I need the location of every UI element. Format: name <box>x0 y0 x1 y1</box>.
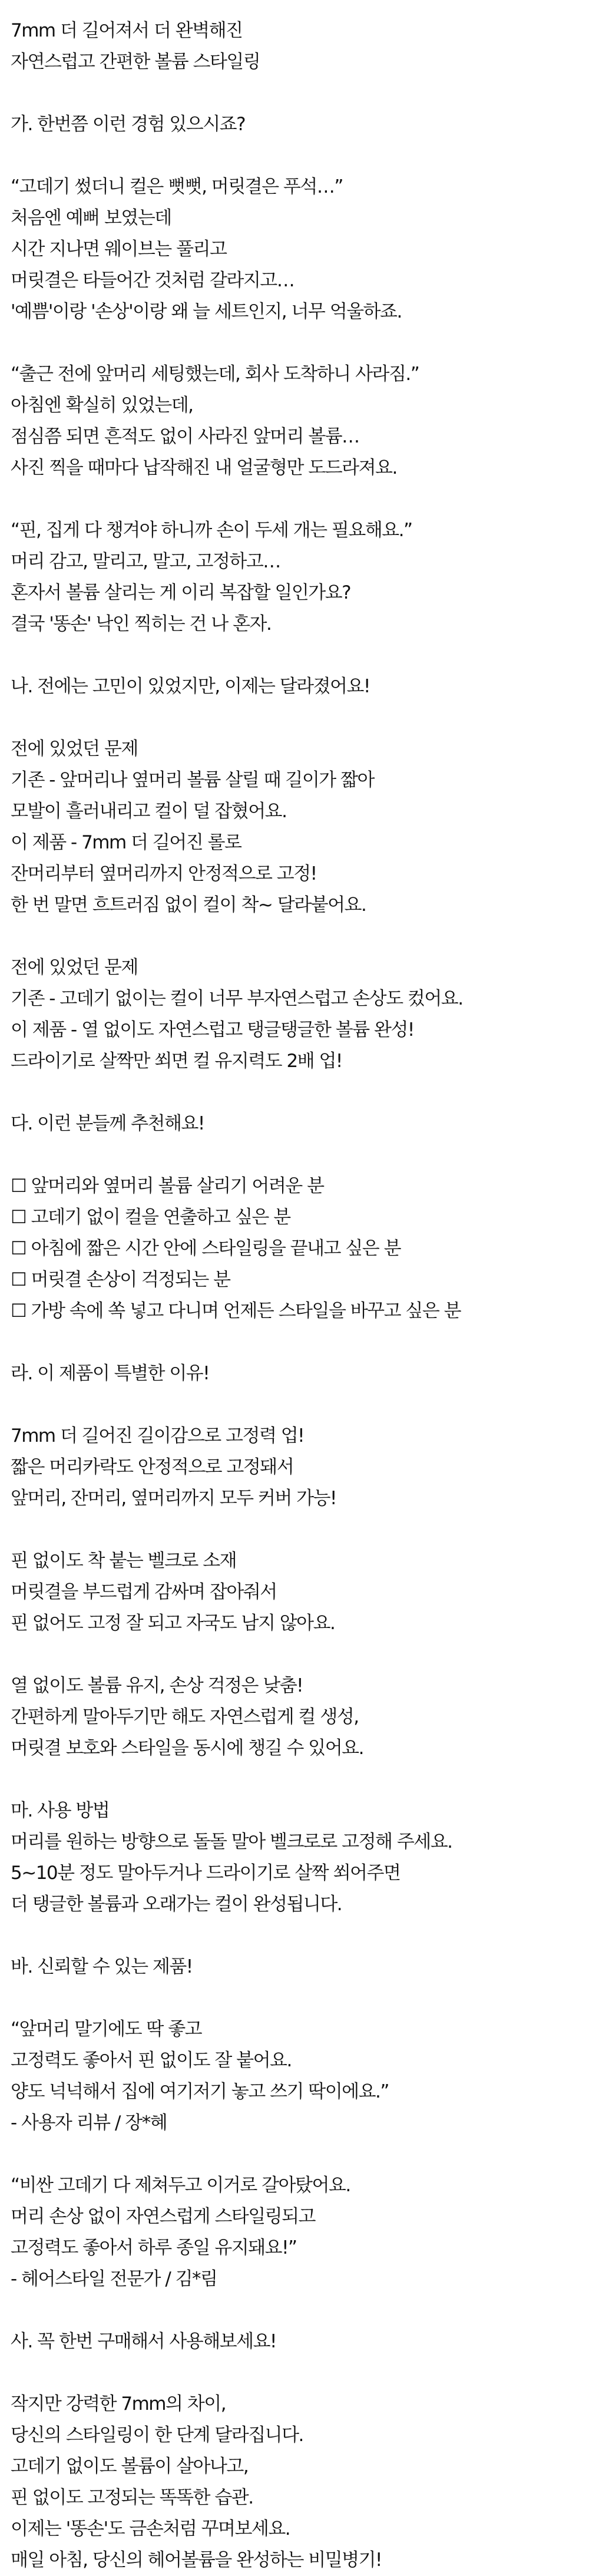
text-line: 앞머리, 잔머리, 옆머리까지 모두 커버 가능! <box>11 1488 336 1509</box>
text-line: 짧은 머리카락도 안정적으로 고정돼서 <box>11 1457 294 1478</box>
text-line: 고데기 없이도 볼륨이 살아나고, <box>11 2456 249 2477</box>
text-line: 핀 없이도 착 붙는 벨크로 소재 <box>11 1550 237 1571</box>
text-line: 7mm 더 길어진 길이감으로 고정력 업! <box>11 1425 305 1446</box>
text-line: 시간 지나면 웨이브는 풀리고 <box>11 239 227 260</box>
text-line: '예쁨'이랑 '손상'이랑 왜 늘 세트인지, 너무 억울하죠. <box>11 301 402 322</box>
text-line: 핀 없어도 고정 잘 되고 자국도 남지 않아요. <box>11 1613 335 1634</box>
blank-line <box>11 921 589 952</box>
text-line: 간편하게 말아두기만 해도 자연스럽게 컬 생성, <box>11 1706 359 1728</box>
text-line: 머릿결을 부드럽게 감싸며 잡아줘서 <box>11 1581 277 1603</box>
text-line: 머릿결 보호와 스타일을 동시에 챙길 수 있어요. <box>11 1738 363 1759</box>
text-line: 기존 - 앞머리나 옆머리 볼륨 살릴 때 길이가 짧아 <box>11 770 374 791</box>
text-line: - 사용자 리뷰 / 장*혜 <box>11 2112 167 2134</box>
text-line: 7mm 더 길어져서 더 완벽해진 <box>11 20 243 41</box>
text-line: 점심쯤 되면 흔적도 없이 사라진 앞머리 볼륨… <box>11 426 359 447</box>
blank-line <box>11 2295 589 2326</box>
text-line: ☐ 가방 속에 쏙 넣고 다니며 언제든 스타일을 바꾸고 싶은 분 <box>11 1300 461 1322</box>
blank-line <box>11 1764 589 1795</box>
text-line: “앞머리 말기에도 딱 좋고 <box>11 2019 202 2040</box>
text-line: 이 제품 - 7mm 더 길어진 롤로 <box>11 832 241 853</box>
text-line: 매일 아침, 당신의 헤어볼륨을 완성하는 비밀병기! <box>11 2549 382 2571</box>
text-line: 사. 꼭 한번 구매해서 사용해보세요! <box>11 2331 276 2352</box>
text-line: 드라이기로 살짝만 쐬면 컬 유지력도 2배 업! <box>11 1051 342 1072</box>
blank-line <box>11 640 589 671</box>
text-line: 나. 전에는 고민이 있었지만, 이제는 달라졌어요! <box>11 676 370 697</box>
blank-line <box>11 1639 589 1670</box>
blank-line <box>11 1077 589 1108</box>
text-line: “핀, 집게 다 챙겨야 하니까 손이 두세 개는 필요해요.” <box>11 520 412 541</box>
text-line: ☐ 고데기 없이 컬을 연출하고 싶은 분 <box>11 1207 290 1228</box>
text-line: 모발이 흘러내리고 컬이 덜 잡혔어요. <box>11 801 287 822</box>
text-line: 아침엔 확실히 있었는데, <box>11 395 193 416</box>
text-line: 머리 손상 없이 자연스럽게 스타일링되고 <box>11 2206 315 2227</box>
text-line: 머리를 원하는 방향으로 돌돌 말아 벨크로로 고정해 주세요. <box>11 1831 452 1852</box>
blank-line <box>11 1327 589 1358</box>
text-line: 머리 감고, 말리고, 말고, 고정하고… <box>11 551 280 572</box>
blank-line <box>11 1389 589 1421</box>
blank-line <box>11 2357 589 2389</box>
blank-line <box>11 78 589 109</box>
blank-line <box>11 702 589 734</box>
text-line: 바. 신뢰할 수 있는 제품! <box>11 1956 193 1977</box>
text-line: 열 없이도 볼륨 유지, 손상 걱정은 낮춤! <box>11 1675 303 1696</box>
blank-line <box>11 1514 589 1545</box>
text-line: 이제는 '똥손'도 금손처럼 꾸며보세요. <box>11 2518 290 2539</box>
text-line: ☐ 머릿결 손상이 걱정되는 분 <box>11 1269 230 1290</box>
blank-line <box>11 1140 589 1171</box>
text-line: 잔머리부터 옆머리까지 안정적으로 고정! <box>11 863 317 884</box>
text-line: 고정력도 좋아서 하루 종일 유지돼요!” <box>11 2237 297 2258</box>
text-line: 당신의 스타일링이 한 단계 달라집니다. <box>11 2425 303 2446</box>
text-line: 이 제품 - 열 없이도 자연스럽고 탱글탱글한 볼륨 완성! <box>11 1019 414 1041</box>
text-line: ☐ 앞머리와 옆머리 볼륨 살리기 어려운 분 <box>11 1175 324 1197</box>
text-line: 한 번 말면 흐트러짐 없이 컬이 착~ 달라붙어요. <box>11 894 366 916</box>
blank-line <box>11 1983 589 2014</box>
text-line: 가. 한번쯤 이런 경험 있으시죠? <box>11 114 246 135</box>
text-line: “비싼 고데기 다 제쳐두고 이거로 갈아탔어요. <box>11 2175 350 2196</box>
blank-line <box>11 1920 589 1951</box>
text-line: “고데기 썼더니 컬은 뻣뻣, 머릿결은 푸석…” <box>11 176 343 197</box>
text-line: 혼자서 볼륨 살리는 게 이리 복잡할 일인가요? <box>11 582 351 603</box>
text-line: - 헤어스타일 전문가 / 김*림 <box>11 2268 217 2290</box>
text-line: 자연스럽고 간편한 볼륨 스타일링 <box>11 51 260 72</box>
text-line: 마. 사용 방법 <box>11 1800 110 1821</box>
text-line: 전에 있었던 문제 <box>11 738 138 759</box>
text-line: 전에 있었던 문제 <box>11 957 138 978</box>
blank-line <box>11 328 589 359</box>
text-line: 사진 찍을 때마다 납작해진 내 얼굴형만 도드라져요. <box>11 457 397 478</box>
text-line: 양도 넉넉해서 집에 여기저기 놓고 쓰기 딱이에요.” <box>11 2081 389 2102</box>
text-line: 핀 없이도 고정되는 똑똑한 습관. <box>11 2487 253 2508</box>
text-line: 결국 '똥손' 낙인 찍히는 건 나 혼자. <box>11 613 272 635</box>
text-line: 작지만 강력한 7mm의 차이, <box>11 2393 226 2415</box>
text-line: ☐ 아침에 짧은 시간 안에 스타일링을 끝내고 싶은 분 <box>11 1238 401 1259</box>
blank-line <box>11 140 589 171</box>
text-line: 머릿결은 타들어간 것처럼 갈라지고… <box>11 270 294 291</box>
text-line: 라. 이 제품이 특별한 이유! <box>11 1363 210 1384</box>
text-line: 5~10분 정도 말아두거나 드라이기로 살짝 쐬어주면 <box>11 1862 401 1884</box>
blank-line <box>11 2139 589 2170</box>
blank-line <box>11 484 589 515</box>
text-line: 기존 - 고데기 없이는 컬이 너무 부자연스럽고 손상도 컸어요. <box>11 988 463 1009</box>
text-line: “출근 전에 앞머리 세팅했는데, 회사 도착하니 사라짐.” <box>11 364 419 385</box>
text-line: 처음엔 예뻐 보였는데 <box>11 207 171 229</box>
text-line: 고정력도 좋아서 핀 없이도 잘 붙어요. <box>11 2050 292 2071</box>
text-line: 다. 이런 분들께 추천해요! <box>11 1113 204 1134</box>
text-line: 더 탱글한 볼륨과 오래가는 컬이 완성됩니다. <box>11 1894 342 1915</box>
